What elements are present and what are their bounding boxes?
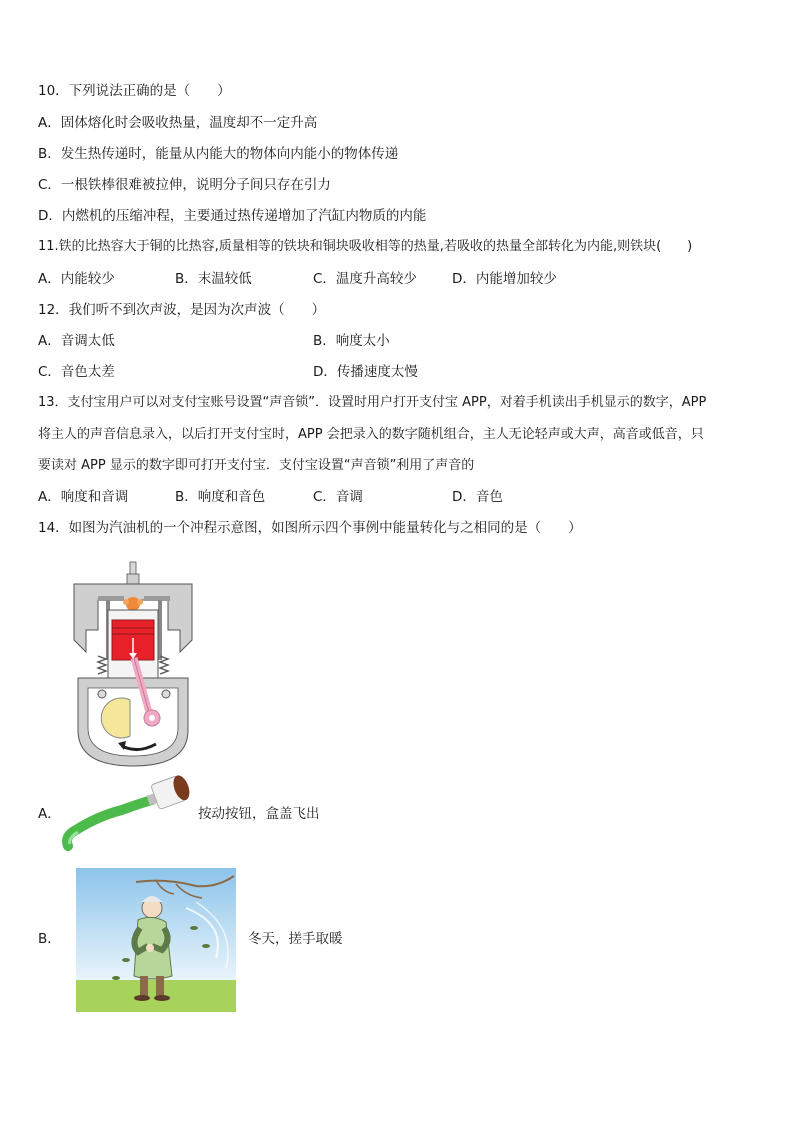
spark-burst <box>123 597 143 611</box>
q14-option-a-letter: A． <box>38 806 61 822</box>
q14-option-b-letter: B． <box>38 931 61 947</box>
q13-line-2: 将主人的声音信息录入，以后打开支付宝时，APP 会把录入的数字随机组合，主人无论轻声或大声，高音或低音，只 <box>38 427 704 442</box>
engine-stroke-diagram <box>68 560 203 772</box>
button-box-illustration <box>62 772 196 854</box>
q10-option-c: C．一根铁棒很难被拉伸，说明分子间只存在引力 <box>38 177 331 193</box>
q11-option-c: C．温度升高较少 <box>313 271 417 287</box>
q11-option-d: D．内能增加较少 <box>452 271 557 287</box>
q14-option-a-text: 按动按钮，盒盖飞出 <box>198 806 320 822</box>
q11-option-a: A．内能较少 <box>38 271 115 287</box>
q13-option-a: A．响度和音调 <box>38 489 129 505</box>
q12-option-c: C．音色太差 <box>38 364 115 380</box>
q10-option-b: B．发生热传递时，能量从内能大的物体向内能小的物体传递 <box>38 146 399 162</box>
q13-option-b: B．响度和音色 <box>175 489 266 505</box>
q13-option-c: C．音调 <box>313 489 363 505</box>
rubbing-hands-illustration <box>76 868 236 1012</box>
q13-option-d: D．音色 <box>452 489 503 505</box>
q12-option-d: D．传播速度太慢 <box>313 364 418 380</box>
q13-line-1: 13．支付宝用户可以对支付宝账号设置“声音锁”．设置时用户打开支付宝 APP，对着手机读出手机显示的数字，APP <box>38 395 707 410</box>
q14-stem: 14．如图为汽油机的一个冲程示意图，如图所示四个事例中能量转化与之相同的是（ ） <box>38 520 582 536</box>
q10-option-a: A．固体熔化时会吸收热量，温度却不一定升高 <box>38 115 318 131</box>
q14-option-b-text: 冬天，搓手取暖 <box>248 931 343 947</box>
q12-option-a: A．音调太低 <box>38 333 115 349</box>
q11-stem: 11.铁的比热容大于铜的比热容,质量相等的铁块和铜块吸收相等的热量,若吸收的热量全部转化为内能,则铁块( ) <box>38 239 693 254</box>
q10-option-d: D．内燃机的压缩冲程，主要通过热传递增加了汽缸内物质的内能 <box>38 208 427 224</box>
q12-stem: 12．我们听不到次声波，是因为次声波（ ） <box>38 302 326 318</box>
q10-stem: 10．下列说法正确的是（ ） <box>38 83 231 99</box>
q13-line-3: 要读对 APP 显示的数字即可打开支付宝．支付宝设置“声音锁”利用了声音的 <box>38 458 475 473</box>
q11-option-b: B．末温较低 <box>175 271 252 287</box>
q12-option-b: B．响度太小 <box>313 333 390 349</box>
